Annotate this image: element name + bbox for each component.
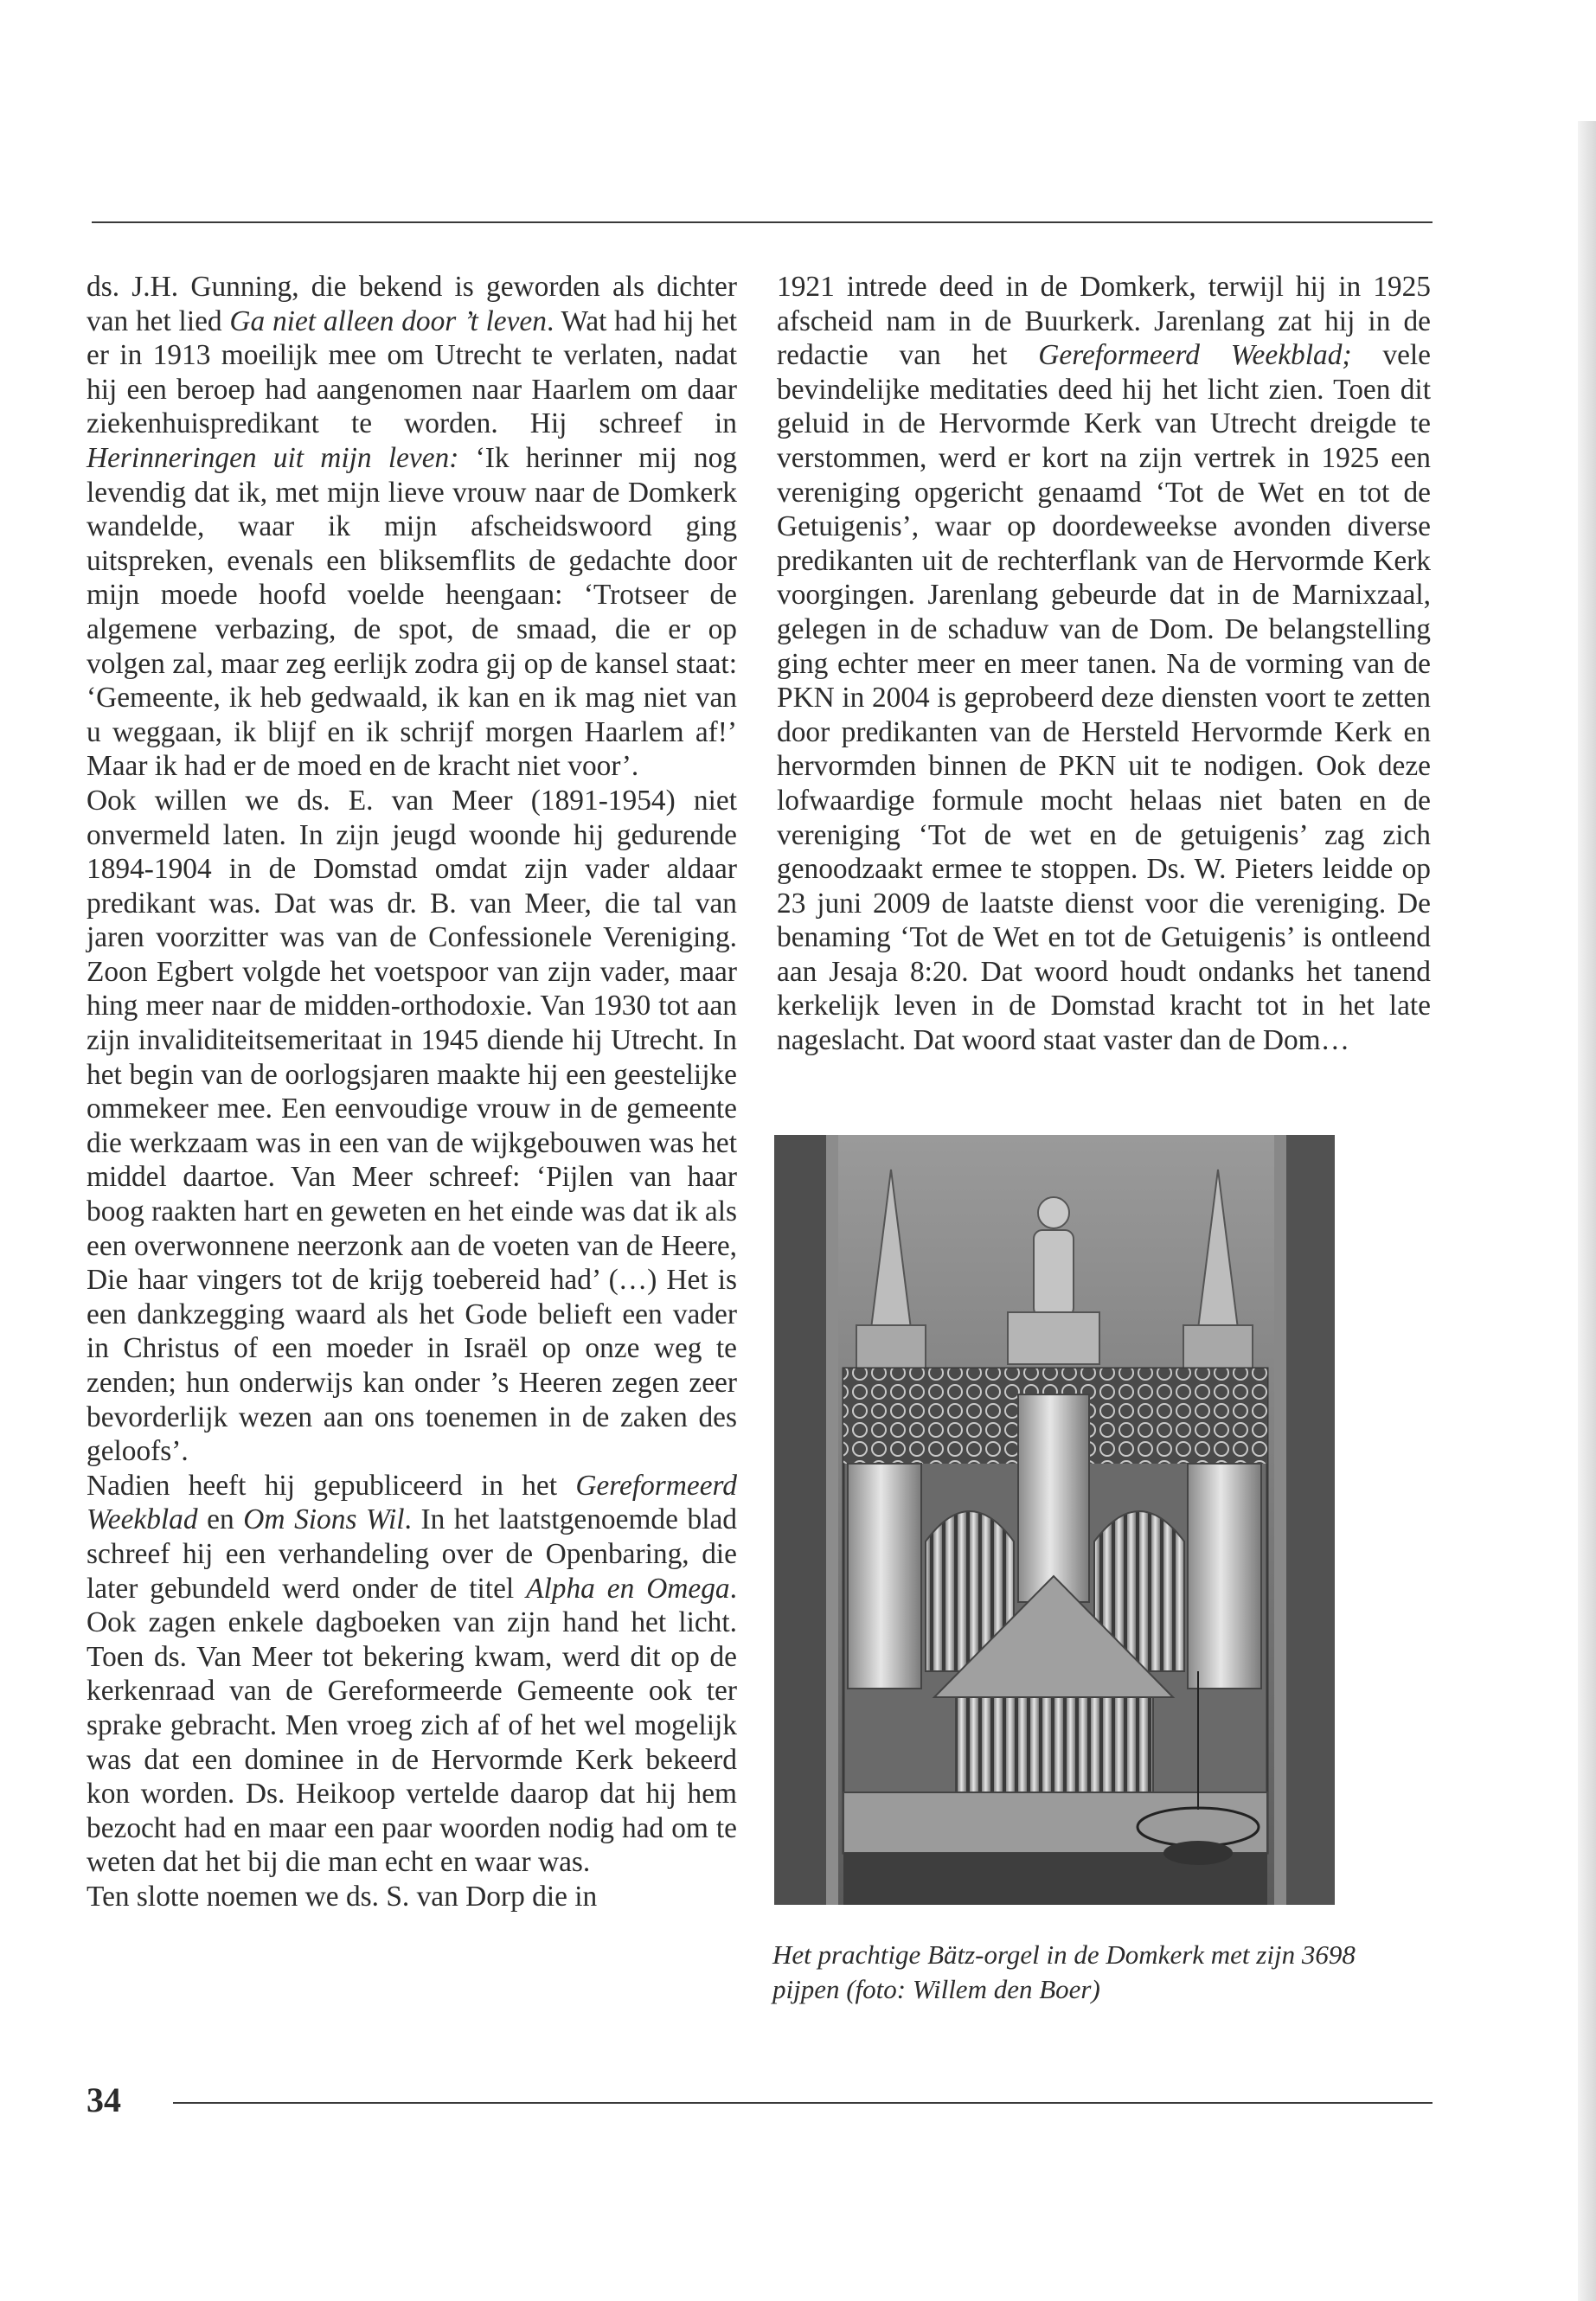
left-paragraph-3: Nadien heeft hij gepubliceerd in het Gereformeerd Weekblad en Om Sions Wil. In het laatstgenoemde blad schreef hij een verhandeling over de Openbaring, die later gebundeld werd onder de titel Alpha en Omega. Ook zagen enkele dagboeken van zijn hand het licht. Toen ds. Van Meer tot bekering kwam, werd dit op de kerkenraad van de Gereformeerde Gemeente ook ter sprake gebracht. Men vroeg zich af of het wel mogelijk was dat een dominee in de Hervormde Kerk bekeerd kon worden. Ds. Heikoop vertelde daarop dat hij hem bezocht had en maar een paar woorden nodig had om te weten dat het bij die man echt en waar was. (87, 1469, 737, 1879)
page-number: 34 (87, 2080, 121, 2119)
left-paragraph-2: Ook willen we ds. E. van Meer (1891-1954) niet onvermeld laten. In zijn jeugd woonde hij gedurende 1894-1904 in de Domstad omdat zijn vader aldaar predikant was. Dat was dr. B. van Meer, die tal van jaren voorzitter was van de Confessionele Vereniging. Zoon Egbert volgde het voetspoor van zijn vader, maar hing meer naar de midden-orthodoxie. Van 1930 tot aan zijn invaliditeitsemeritaat in 1945 diende hij Utrecht. In het begin van de oorlogsjaren maakte hij een geestelijke ommekeer mee. Een eenvoudige vrouw in de gemeente die werkzaam was in een van de wijkgebouwen was het middel daartoe. Van Meer schreef: ‘Pijlen van haar boog raakten hart en geweten en het einde was dat ik als een overwonnene neerzonk aan de voeten van de Heere, Die haar vingers tot de krijg toebereid had’ (…) Het is een dankzegging waard als het Gode belieft een vader in Christus of een moeder in Israël op onze weg te zenden; hun onderwijs kan onder ’s Heeren zegen zeer bevorderlijk wezen aan ons toenemen in de zaken des geloofs’. (87, 784, 737, 1468)
organ-photo (774, 1135, 1335, 1905)
left-paragraph-1: ds. J.H. Gunning, die bekend is geworden als dichter van het lied Ga niet alleen door ’t leven. Wat had hij het er in 1913 moeilijk mee om Utrecht te verlaten, nadat hij een beroep had aangenomen naar Haarlem om daar ziekenhuispredikant te worden. Hij schreef in Herinneringen uit mijn leven: ‘Ik herinner mij nog levendig dat ik, met mijn lieve vrouw naar de Domkerk wandelde, waar ik mijn afscheidswoord ging uitspreken, evenals een bliksemflits de gedachte door mijn moede hoofd voelde heengaan: ‘Trotseer de algemene verbazing, de spot, de smaad, die er op volgen zal, maar zeg eerlijk zodra gij op de kansel staat: ‘Gemeente, ik heb gedwaald, ik kan en ik mag niet van u weggaan, ik blijf en ik schrijf morgen Haarlem af!’ Maar ik had er de moed en de kracht niet voor’. (87, 271, 737, 783)
left-paragraph-4: Ten slotte noemen we ds. S. van Dorp die in (87, 1880, 598, 1913)
right-paragraph-1: 1921 intrede deed in de Domkerk, terwijl hij in 1925 afscheid nam in de Buurkerk. Jarenlang zat hij in de redactie van het Gereformeerd Weekblad; vele bevindelijke meditaties deed hij het licht zien. Toen dit geluid in de Hervormde Kerk van Utrecht dreigde te verstommen, werd er kort na zijn vertrek in 1925 een vereniging opgericht genaamd ‘Tot de Wet en tot de Getuigenis’, waar op doordeweekse avonden diverse predikanten uit de rechterflank van de Hervormde Kerk voorgingen. Jarenlang gebeurde dat in de Marnixzaal, gelegen in de schaduw van de Dom. De belangstelling ging echter meer en meer tanen. Na de vorming van de PKN in 2004 is geprobeerd deze diensten voort te zetten door predikanten van de Hersteld Hervormde Kerk en hervormden binnen de PKN uit te nodigen. Ook deze lofwaardige formule mocht helaas niet baten en de vereniging ‘Tot de wet en de getuigenis’ zag zich genoodzaakt ermee te stoppen. Ds. W. Pieters leidde op 23 juni 2009 de laatste dienst voor die vereniging. De benaming ‘Tot de Wet en tot de Getuigenis’ is ontleend aan Jesaja 8:20. Dat woord houdt ondanks het tanend kerkelijk leven in de Domstad kracht tot in het late nageslacht. Dat woord staat vaster dan de Dom… (777, 271, 1431, 1057)
left-column (87, 270, 737, 1914)
photo-caption: Het prachtige Bätz-orgel in de Domkerk met zijn 3698 pijpen (foto: Willem den Boer) (772, 1939, 1356, 2004)
page-edge-shadow (1578, 121, 1596, 2301)
organ-illustration (774, 1135, 1335, 1905)
bottom-rule (173, 2102, 1433, 2104)
right-column (777, 270, 1431, 1058)
top-rule (92, 221, 1433, 223)
